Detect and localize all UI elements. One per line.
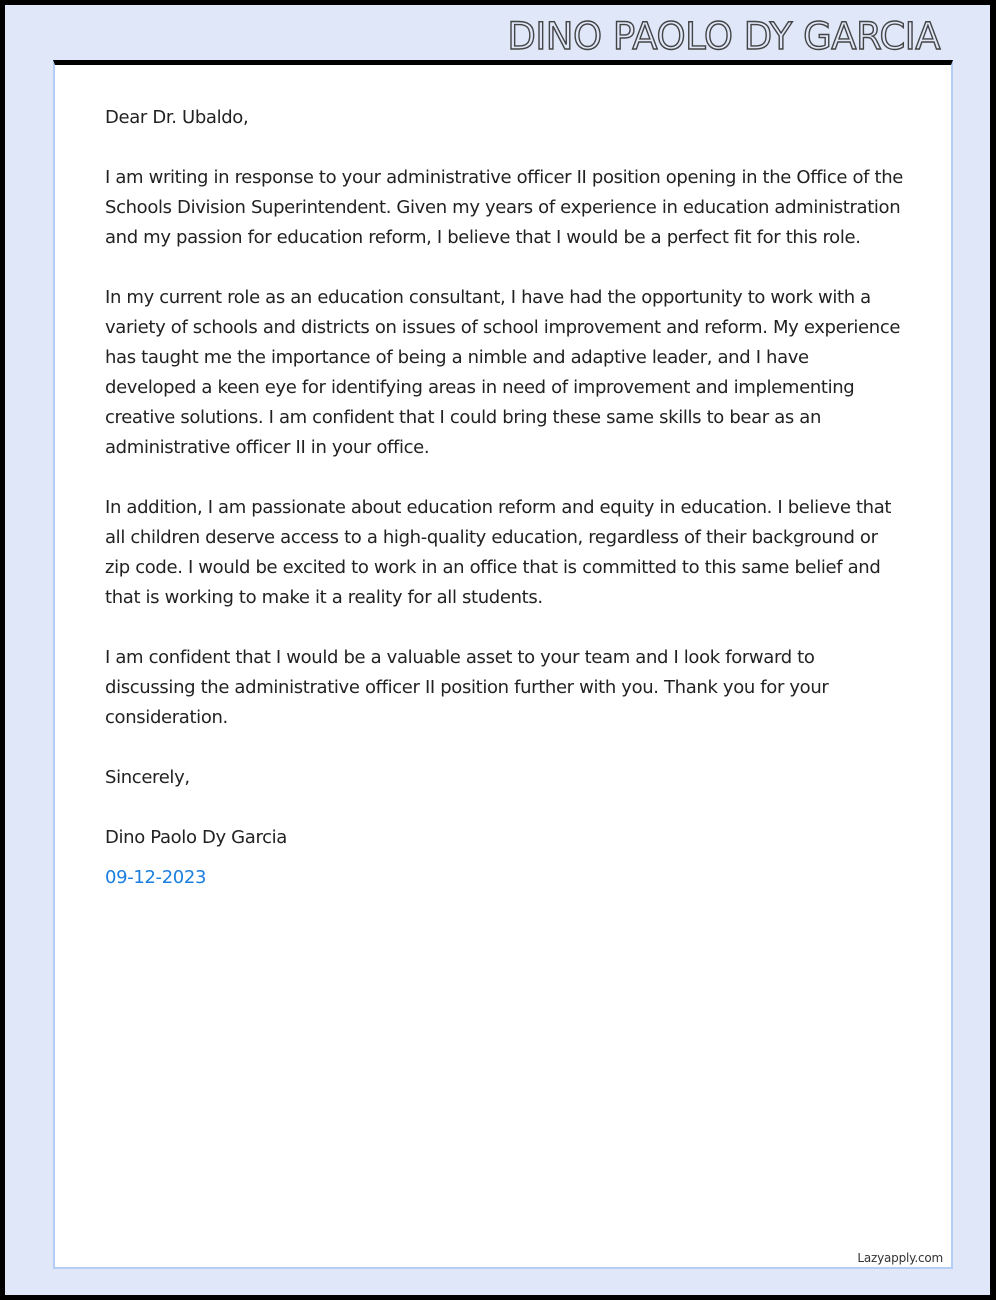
paragraph-intro: I am writing in response to your administrative officer II position opening in the Office of the Schools Division Superintendent. Given my years of experience in education administration and my passion for education reform, I believe that I would be a perfect fit for this role. [105,167,903,248]
applicant-name-heading: DINO PAOLO DY GARCIA [507,15,940,58]
paragraph-experience: In my current role as an education consultant, I have had the opportunity to work with a variety of schools and districts on issues of school improvement and reform. My experience has taught me the importance of being a nimble and adaptive leader, and I have developed a keen eye for identifying areas in need of improvement and implementing creative solutions. I am confident that I could bring these same skills to bear as an administrative officer II in your office. [105,287,901,458]
watermark-text: Lazyapply.com [857,1251,943,1265]
signature-name: Dino Paolo Dy Garcia [105,827,287,848]
letter-date: 09-12-2023 [105,867,207,888]
closing-phrase: Sincerely, [105,767,190,788]
letter-card [53,60,953,1269]
cover-letter-body [105,103,905,893]
salutation: Dear Dr. Ubaldo, [105,107,249,128]
paragraph-closing: I am confident that I would be a valuable asset to your team and I look forward to discussing the administrative officer II position further with you. Thank you for your consideration. [105,647,829,728]
paragraph-passion: In addition, I am passionate about education reform and equity in education. I believe that all children deserve access to a high-quality education, regardless of their background or zip code. I would be excited to work in an office that is committed to this same belief and that is working to make it a reality for all students. [105,497,892,608]
page-frame [5,5,990,1295]
